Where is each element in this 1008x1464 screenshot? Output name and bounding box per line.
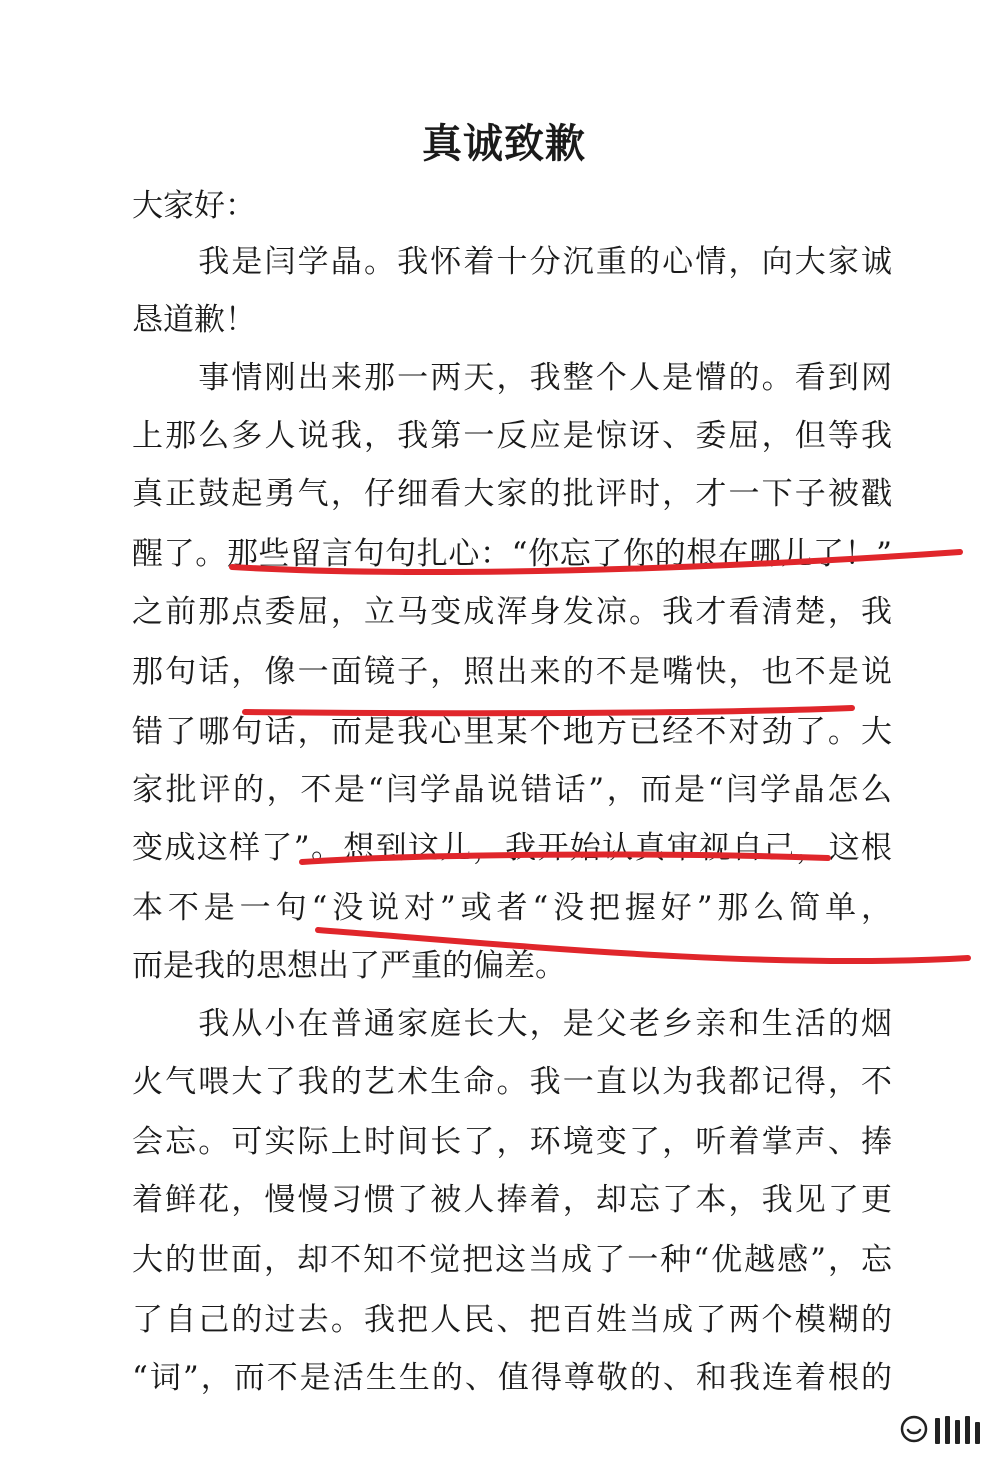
- text-line: 家批评的，不是“闫学晶说错话”，而是“闫学晶怎么: [132, 772, 892, 808]
- text-line: 本不是一句“没说对”或者“没把握好”那么简单，: [132, 890, 892, 926]
- text-line: 变成这样了”。想到这儿，我开始认真审视自己，这根: [132, 830, 892, 866]
- text-line: 我从小在普通家庭长大，是父老乡亲和生活的烟: [132, 1006, 892, 1042]
- watermark: [899, 1414, 980, 1444]
- text-line: 火气喂大了我的艺术生命。我一直以为我都记得，不: [132, 1064, 892, 1100]
- watermark-bars: [935, 1416, 980, 1444]
- text-line: 了自己的过去。我把人民、把百姓当成了两个模糊的: [132, 1302, 892, 1338]
- watermark-bar: [955, 1420, 960, 1444]
- text-line: 真正鼓起勇气，仔细看大家的批评时，才一下子被戳: [132, 476, 892, 512]
- text-line: 事情刚出来那一两天，我整个人是懵的。看到网: [132, 360, 892, 396]
- text-line: 之前那点委屈，立马变成浑身发凉。我才看清楚，我: [132, 594, 892, 630]
- watermark-bar: [965, 1416, 970, 1444]
- text-line: “词”，而不是活生生的、值得尊敬的、和我连着根的: [132, 1360, 892, 1396]
- text-line: 错了哪句话，而是我心里某个地方已经不对劲了。大: [132, 714, 892, 750]
- weibo-like-logo-icon: [899, 1414, 929, 1444]
- text-line: 而是我的思想出了严重的偏差。: [132, 948, 566, 984]
- watermark-bar: [975, 1422, 980, 1444]
- text-line: 那句话，像一面镜子，照出来的不是嘴快，也不是说: [132, 654, 892, 690]
- watermark-bar: [945, 1416, 950, 1444]
- text-line: 我是闫学晶。我怀着十分沉重的心情，向大家诚: [132, 244, 892, 280]
- text-line: 着鲜花，慢慢习惯了被人捧着，却忘了本，我见了更: [132, 1182, 892, 1218]
- text-line: 会忘。可实际上时间长了，环境变了，听着掌声、捧: [132, 1124, 892, 1160]
- text-line: 醒了。那些留言句句扎心：“你忘了你的根在哪儿了！”: [132, 536, 892, 572]
- text-line: 大的世面，却不知不觉把这当成了一种“优越感”，忘: [132, 1242, 892, 1278]
- text-line: 大家好：: [132, 188, 256, 224]
- document-title: 真诚致歉: [422, 120, 586, 167]
- text-line: 恳道歉！: [132, 302, 256, 338]
- watermark-bar: [935, 1418, 940, 1444]
- text-line: 上那么多人说我，我第一反应是惊讶、委屈，但等我: [132, 418, 892, 454]
